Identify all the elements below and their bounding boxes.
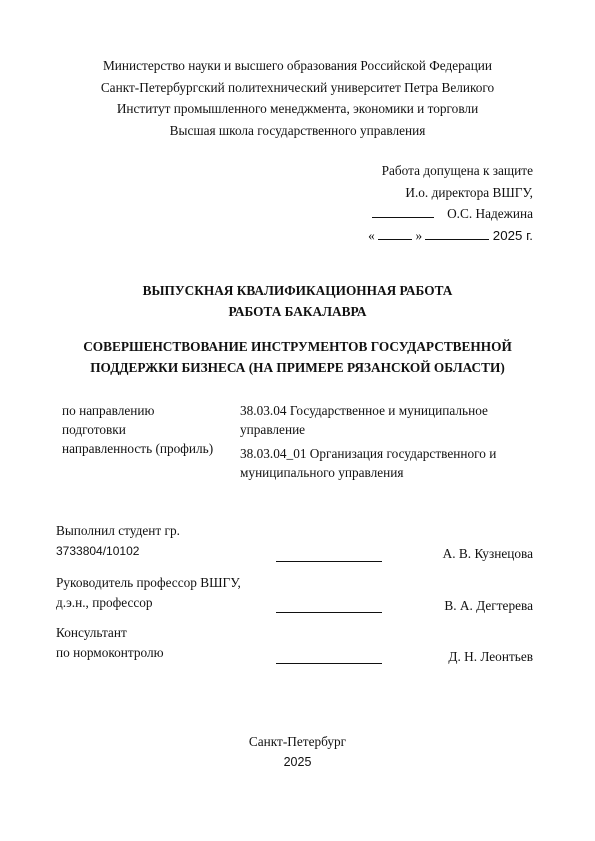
header-block xyxy=(0,55,595,141)
profile-label: направленность (профиль) xyxy=(62,441,214,456)
signature-line-consultant xyxy=(276,662,382,664)
direction-label-1: по направлению xyxy=(62,403,155,418)
work-type xyxy=(0,280,595,322)
work-type-line2: РАБОТА БАКАЛАВРА xyxy=(228,304,367,319)
footer-city: Санкт-Петербург xyxy=(248,734,347,749)
approval-block xyxy=(273,160,533,246)
thesis-title-line2: ПОДДЕРЖКИ БИЗНЕСА (НА ПРИМЕРЕ РЯЗАНСКОЙ ОБЛАСТИ) xyxy=(90,360,505,375)
approval-date: « » 2025 г. xyxy=(368,227,533,243)
direction-labels xyxy=(62,401,213,458)
direction-label-2: подготовки xyxy=(62,422,126,437)
thesis-title-line1: СОВЕРШЕНСТВОВАНИЕ ИНСТРУМЕНТОВ ГОСУДАРСТВЕННОЙ xyxy=(83,339,512,354)
thesis-title xyxy=(0,336,595,378)
signature-role-supervisor: Руководитель профессор ВШГУ, д.э.н., профессор xyxy=(56,575,241,610)
university-name: Санкт-Петербургский политехнический университет Петра Великого xyxy=(100,79,495,95)
footer-year: 2025 xyxy=(283,755,312,769)
direction-value-1: 38.03.04 Государственное и муниципальное xyxy=(240,403,488,418)
work-type-line1: ВЫПУСКНАЯ КВАЛИФИКАЦИОННАЯ РАБОТА xyxy=(142,283,453,298)
profile-value-2: муниципального управления xyxy=(240,465,404,480)
approval-year: 2025 г. xyxy=(492,227,533,243)
director-title: И.о. директора ВШГУ, xyxy=(405,184,533,200)
consultant-name: Д. Н. Леонтьев xyxy=(448,649,533,664)
signature-blank xyxy=(372,205,434,218)
day-blank xyxy=(378,227,412,240)
school-name: Высшая школа государственного управления xyxy=(169,122,426,138)
director-signature-line xyxy=(273,203,533,225)
direction-value-2: управление xyxy=(240,422,306,437)
ministry-name: Министерство науки и высшего образования Российской Федерации xyxy=(102,58,493,73)
signature-role-student: Выполнил студент гр. 3733804/10102 xyxy=(56,523,180,558)
month-blank xyxy=(425,227,489,240)
direction-values xyxy=(240,401,488,439)
approval-line: Работа допущена к защите xyxy=(381,163,533,178)
signature-role-consultant: Консультант по нормоконтролю xyxy=(56,625,164,660)
institute-name: Институт промышленного менеджмента, экономики и торговли xyxy=(116,101,479,116)
student-name: А. В. Кузнецова xyxy=(442,546,533,561)
supervisor-name: В. А. Дегтерева xyxy=(444,598,533,613)
profile-value-1: 38.03.04_01 Организация государственного и xyxy=(240,446,497,461)
director-name: О.С. Надежина xyxy=(447,206,533,221)
signature-line-supervisor xyxy=(276,611,382,613)
signature-line-student xyxy=(276,560,382,562)
profile-values xyxy=(240,444,496,482)
footer-block xyxy=(0,732,595,772)
